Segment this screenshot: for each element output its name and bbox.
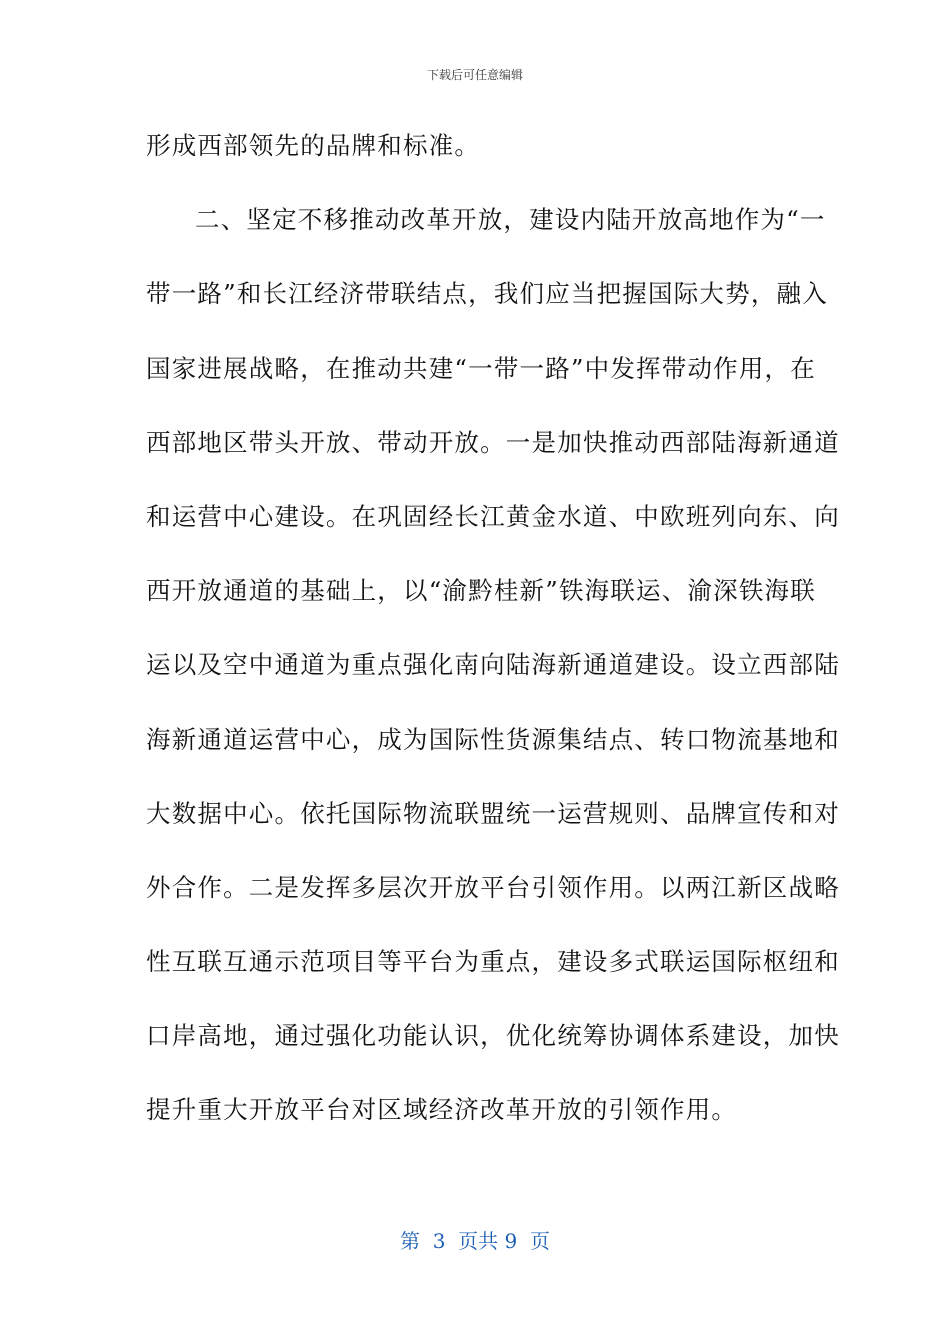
paragraph-first-line: 二、坚定不移推动改革开放，建设内陆开放高地作为“一	[195, 205, 826, 235]
text-line: 西部地区带头开放、带动开放。一是加快推动西部陆海新通道	[146, 427, 840, 457]
text-line: 外合作。二是发挥多层次开放平台引领作用。以两江新区战略	[146, 872, 840, 902]
page-header: 下载后可任意编辑	[426, 68, 523, 82]
text-line: 和运营中心建设。在巩固经长江黄金水道、中欧班列向东、向	[146, 501, 840, 531]
text-line: 海新通道运营中心，成为国际性货源集结点、转口物流基地和	[146, 724, 840, 754]
text-line: 国家进展战略，在推动共建“一带一路”中发挥带动作用，在	[146, 353, 816, 383]
text-line: 运以及空中通道为重点强化南向陆海新通道建设。设立西部陆	[146, 650, 840, 680]
text-line: 提升重大开放平台对区域经济改革开放的引领作用。	[146, 1095, 738, 1125]
text-line: 性互联互通示范项目等平台为重点，建设多式联运国际枢纽和	[146, 947, 840, 977]
text-line: 带一路”和长江经济带联结点，我们应当把握国际大势，融入	[146, 279, 828, 309]
text-line: 形成西部领先的品牌和标准。	[146, 131, 481, 160]
document-body	[146, 128, 840, 1167]
page-number-footer: 第 3 页共 9 页	[400, 1229, 550, 1253]
text-line: 大数据中心。依托国际物流联盟统一运营规则、品牌宣传和对	[146, 798, 840, 828]
text-line: 西开放通道的基础上，以“渝黔桂新”铁海联运、渝深铁海联	[146, 576, 816, 606]
text-line: 口岸高地，通过强化功能认识，优化统筹协调体系建设，加快	[146, 1021, 840, 1051]
